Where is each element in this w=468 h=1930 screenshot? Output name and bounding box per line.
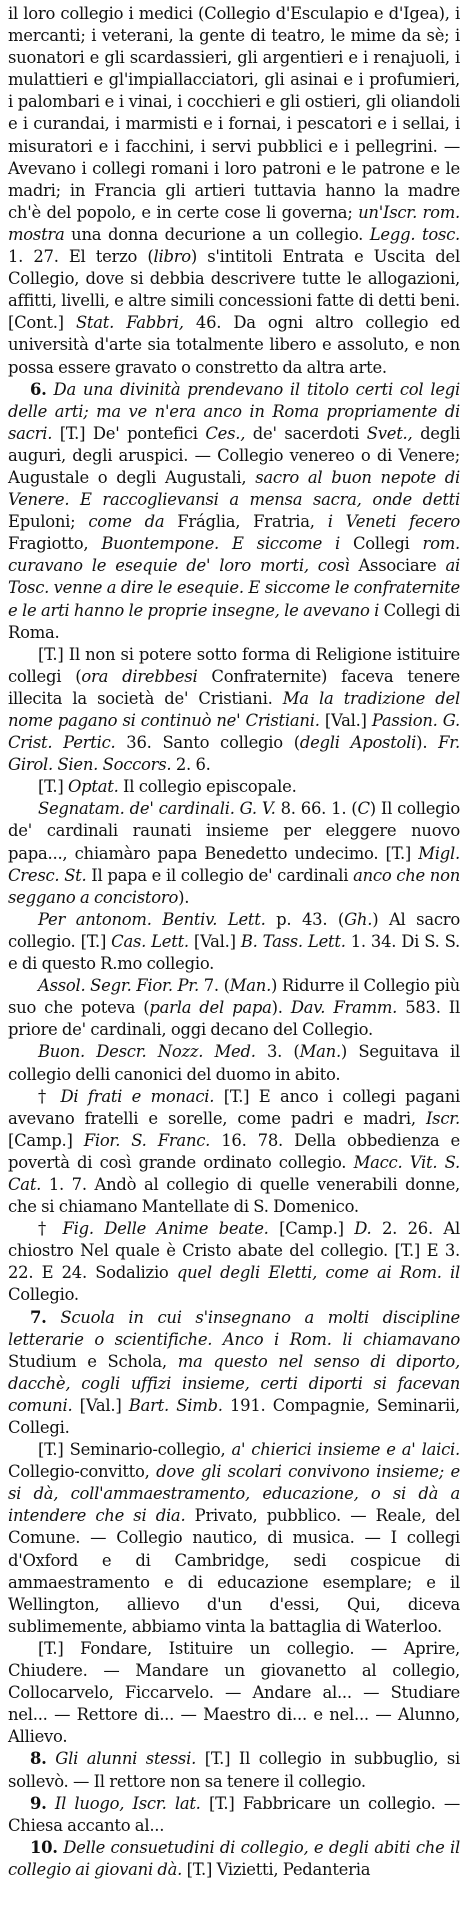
- text-run: 16. 78. Della obbedienza e povertà di così grande ordinato collegio.: [8, 1130, 461, 1172]
- italic-text: ai Tosc. venne a dire le esequie. E siccome le confraternite e le arti hanno le proprie insegne, le avevano i: [8, 556, 460, 620]
- italic-text: B. Tass. Lett.: [240, 931, 346, 951]
- text-run: Confraternite) faceva tenere illecita la società de' Cristiani.: [8, 666, 460, 708]
- text-run: Studium e Schola,: [8, 1351, 178, 1371]
- sense-number: 7.: [30, 1307, 47, 1327]
- italic-text: ora direbbesi: [81, 666, 198, 686]
- text-run: [Val.]: [319, 711, 372, 730]
- italic-text: Man.: [229, 976, 272, 996]
- entry-paragraph-14: [8, 1748, 460, 1792]
- entry-paragraph-16: [8, 1837, 460, 1881]
- italic-text: Da una divinità prendevano il titolo certi col legi delle arti; ma ve n'era anco in Roma propriamente di sacri.: [8, 379, 460, 443]
- entry-paragraph-13: [8, 1638, 460, 1748]
- italic-text: Legg. tosc.: [369, 224, 460, 244]
- italic-text: come da: [88, 512, 165, 532]
- italic-text: Il luogo, Iscr. lat.: [46, 1793, 201, 1813]
- text-run: 3. (: [255, 1042, 300, 1062]
- italic-text: Man.: [299, 1042, 341, 1062]
- italic-text: libro: [153, 247, 191, 267]
- italic-text: Buon. Descr. Nozz. Med.: [38, 1042, 256, 1062]
- text-run: [T.] Vizietti, Pedanteria: [182, 1859, 371, 1879]
- italic-text: a' chierici insieme e a' laici.: [231, 1440, 460, 1460]
- text-run: una donna decurione a un collegio.: [64, 224, 370, 244]
- entry-column: [8, 3, 460, 1881]
- italic-text: Macc. Vit. S. Cat.: [8, 1152, 460, 1194]
- italic-text: Stat. Fabbri,: [75, 313, 184, 333]
- text-run: [T.] Il collegio in subbuglio, si sollevò. — Il rettore non sa tenere il collegio.: [8, 1749, 460, 1791]
- text-run: ) Il collegio de' cardinali raunati insieme per eleggere nuovo papa..., chiamàro papa Benedetto undecimo. [T.]: [8, 799, 460, 863]
- italic-text: degli Apostoli: [299, 733, 417, 753]
- italic-text: Delle consuetudini di collegio, e degli abiti che il collegio ai giovani dà.: [8, 1837, 460, 1879]
- entry-paragraph-6: [8, 909, 460, 975]
- entry-paragraph-1: [8, 3, 460, 379]
- text-run: †: [38, 1086, 61, 1106]
- text-run: [Val.]: [188, 931, 241, 951]
- text-run: 191. Compagnie, Seminarii, Collegi.: [8, 1395, 460, 1437]
- text-run: [T.] Fabbricare un collegio. — Chiesa accanto al...: [8, 1793, 460, 1835]
- italic-text: Assol. Segr. Fior. Pr.: [38, 976, 200, 996]
- entry-paragraph-12: [8, 1439, 460, 1638]
- entry-paragraph-10: [8, 1218, 460, 1306]
- text-run: 1. 34. Di S. S. e di questo R.mo collegio.: [8, 931, 460, 974]
- sense-number: 9.: [30, 1793, 47, 1813]
- italic-text: Fior. S. Franc.: [83, 1130, 211, 1150]
- entry-paragraph-4: [8, 776, 460, 798]
- entry-paragraph-3: [8, 644, 460, 777]
- text-run: Il papa e il collegio de' cardinali: [86, 865, 354, 885]
- italic-text: dove gli scolari convivono insieme; e si dà, coll'ammaestramento, educazione, o si dà a intendere che si dia.: [8, 1462, 460, 1526]
- italic-text: Svet.,: [366, 423, 413, 443]
- text-run: 2. 26. Al chiostro Nel quale è Cristo abate del collegio. [T.] E 3. 22. E 24. Sodalizio: [8, 1219, 460, 1283]
- text-run: 46. Da ogni altro collegio ed università d'arte sia totalmente libero e assoluto, e non possa essere gravato o constretto da altra arte.: [8, 313, 461, 377]
- text-run: Collegi di Roma.: [8, 600, 460, 642]
- italic-text: parla del papa: [149, 998, 272, 1018]
- text-run: Epuloni;: [8, 512, 89, 532]
- italic-text: rom. curavano le esequie de' loro morti, così: [8, 534, 460, 576]
- italic-text: anco che non seggano a concistoro: [8, 865, 461, 907]
- text-run: [T.] Il non si potere sotto forma di Religione istituire collegi (: [8, 644, 460, 686]
- entry-paragraph-9: [8, 1086, 460, 1219]
- text-run: [T.] E anco i collegi pagani avevano fratelli e sorelle, come padri e madri,: [8, 1086, 460, 1128]
- entry-paragraph-8: [8, 1041, 460, 1085]
- entry-paragraph-2: [8, 379, 460, 644]
- entry-paragraph-15: [8, 1793, 460, 1837]
- text-run: ) Al sacro collegio. [T.]: [8, 909, 460, 951]
- italic-text: C: [357, 799, 370, 819]
- text-run: 36. Santo collegio (: [115, 733, 300, 753]
- text-run: ) Seguitava il collegio delli canonici del duomo in abito.: [8, 1042, 460, 1084]
- italic-text: Ma la tradizione del nome pagano si continuò ne' Cristiani.: [8, 688, 460, 730]
- text-run: ).: [178, 887, 190, 907]
- italic-text: i Veneti fecero: [327, 512, 461, 532]
- text-run: degli auguri, degli aruspici. — Collegio venereo o di Venere; Augustale o degli Augustali,: [8, 423, 460, 487]
- italic-text: Scuola in cui s'insegnano a molti discipline letterarie o scientifiche. Anco i Rom. li chiamavano: [8, 1307, 460, 1349]
- text-run: 1. 27. El terzo (: [8, 247, 154, 267]
- italic-text: Passion. G. Crist. Pertic.: [8, 711, 461, 753]
- italic-text: Migl. Cresc. St.: [8, 843, 460, 885]
- italic-text: Optat.: [67, 777, 119, 797]
- entry-paragraph-5: [8, 798, 460, 908]
- text-run: [T.]: [38, 777, 68, 797]
- italic-text: Gh.: [344, 909, 373, 929]
- italic-text: D.: [354, 1219, 372, 1239]
- italic-text: Dav. Framm.: [290, 998, 398, 1018]
- text-run: Fráglia, Fratria,: [164, 512, 328, 532]
- text-run: Fragiotto,: [8, 534, 102, 554]
- entry-paragraph-7: [8, 975, 460, 1041]
- text-run: 8. 66. 1. (: [275, 799, 358, 819]
- italic-text: Bart. Simb.: [128, 1395, 223, 1415]
- text-run: [Camp.]: [268, 1219, 355, 1239]
- text-run: il loro collegio i medici (Collegio d'Esculapio e d'Igea), i mercanti; i veterani, la gente di teatro, le mime da sè; i suonatori e gli scardassieri, gli argentieri e i renajuoli, i mulattieri e gl'impiallacciatori, gli asinai e i profumieri, i palombari e i vinai, i cocchieri e gli ostieri, gli oliandoli e i curandai, i marmisti e i fornai, i pescatori e i sellai, i misuratori e i facchini, i servi pubblici e i pellegrini. — Avevano i collegi romani i loro patroni e le patrone e le madri; in Francia gli artieri tuttavia hanno la madre ch'è del popolo, e in certe cose li governa;: [8, 4, 460, 222]
- italic-text: Fig. Delle Anime beate.: [62, 1219, 269, 1239]
- text-run: ) s'intitoli Entrata e Uscita del Collegio, dove si debbia descrivere tutte le allogazioni, affitti, livelli, e altre simili concessioni fatte di detti beni. [Cont.]: [8, 247, 460, 333]
- text-run: p. 43. (: [265, 909, 345, 929]
- italic-text: Buontempone. E siccome i: [101, 534, 340, 554]
- italic-text: Di frati e monaci.: [60, 1086, 215, 1106]
- text-run: [T.] Seminario-collegio,: [38, 1440, 232, 1460]
- italic-text: un'Iscr. rom. mostra: [8, 202, 460, 244]
- text-run: Collegi: [340, 534, 423, 554]
- italic-text: Iscr.: [425, 1108, 460, 1128]
- italic-text: Cas. Lett.: [111, 931, 189, 951]
- text-run: Privato, pubblico. — Reale, del Comune. — Collegio nautico, di musica. — I collegi d'Oxford e di Cambridge, sedi cospicue di ammaestramento e di educazione esemplare; e il Wellington, allievo d'un d'essi, Qui, diceva sublimemente, abbiamo vinta la battaglia di Waterloo.: [8, 1506, 460, 1636]
- text-run: [Val.]: [72, 1395, 129, 1415]
- text-run: Associare: [349, 556, 446, 576]
- text-run: [T.] Fondare, Istituire un collegio. — Aprire, Chiudere. — Mandare un giovanetto al collegio, Collocarvelo, Ficcarvelo. — Andare al... — Studiare nel... — Rettore di... — Maestro di... e nel... — Alunno, Allievo.: [8, 1638, 460, 1747]
- italic-text: Segnatam. de' cardinali. G. V.: [38, 799, 276, 819]
- text-run: [Camp.]: [8, 1130, 84, 1150]
- text-run: 2. 6.: [171, 755, 211, 775]
- italic-text: ma questo nel senso di diporto, dacchè, cogli uffizi insieme, certi diporti si facevan comuni.: [8, 1351, 460, 1415]
- text-run: [T.] De' pontefici: [52, 423, 206, 443]
- entry-paragraph-11: [8, 1307, 460, 1440]
- italic-text: Fr. Girol. Sien. Soccors.: [8, 733, 460, 775]
- sense-number: 10.: [30, 1837, 58, 1857]
- text-run: 1. 7. Andò al collegio di quelle venerabili donne, che si chiamano Mantellate di S. Domenico.: [8, 1174, 460, 1217]
- italic-text: Per antonom. Bentiv. Lett.: [38, 909, 266, 929]
- sense-number: 8.: [30, 1749, 47, 1769]
- text-run: 583. Il priore de' cardinali, oggi decano del Collegio.: [8, 998, 460, 1040]
- text-run: †: [38, 1219, 63, 1239]
- text-run: ) Ridurre il Collegio più suo che poteva (: [8, 976, 460, 1018]
- text-run: Il collegio episcopale.: [118, 777, 297, 797]
- text-run: ).: [271, 998, 291, 1018]
- sense-number: 6.: [30, 379, 47, 399]
- text-run: de' sacerdoti: [245, 423, 367, 443]
- italic-text: Ces.,: [205, 423, 246, 443]
- italic-text: Gli alunni stessi.: [46, 1749, 197, 1769]
- italic-text: quel degli Eletti, come ai Rom. il: [176, 1263, 461, 1283]
- text-run: Collegio.: [8, 1285, 79, 1305]
- text-run: 7. (: [199, 976, 230, 996]
- italic-text: sacro al buon nepote di Venere. E raccoglievansi a mensa sacra, onde detti: [8, 467, 460, 510]
- text-run: ).: [416, 733, 439, 753]
- text-run: Collegio-convitto,: [8, 1462, 157, 1482]
